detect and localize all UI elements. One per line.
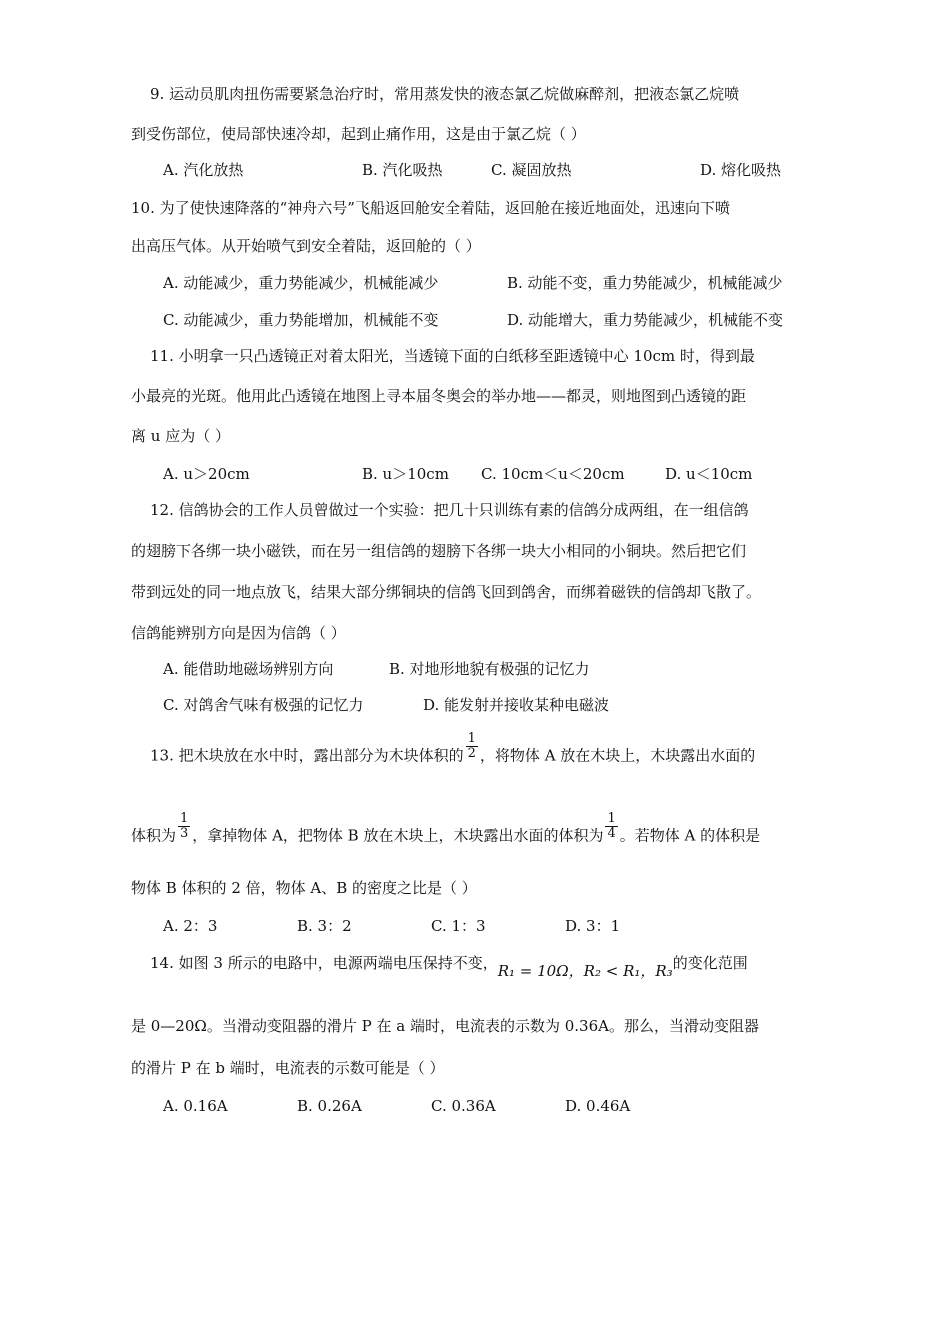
q11-stem-line2: 小最亮的光斑。他用此凸透镜在地图上寻本届冬奥会的举办地——都灵，则地图到凸透镜的距 xyxy=(131,387,747,405)
fraction-denominator: 2 xyxy=(467,746,476,761)
q14-option-c: C. 0.36A xyxy=(431,1097,496,1115)
q11-stem-line1: 11. 小明拿一只凸透镜正对着太阳光，当透镜下面的白纸移至距透镜中心 10cm 时，得到最 xyxy=(150,347,755,365)
q9-stem-line2: 到受伤部位，使局部快速冷却，起到止痛作用，这是由于氯乙烷（ ） xyxy=(131,125,586,143)
q13-stem-line2 xyxy=(131,811,761,851)
fraction-one-third xyxy=(178,812,190,841)
q13-stem-line1-b: ，将物体 A 放在木块上，木块露出水面的 xyxy=(479,746,756,765)
q11-option-c: C. 10cm＜u＜20cm xyxy=(481,465,625,483)
q10-option-a: A. 动能减少，重力势能减少，机械能减少 xyxy=(163,274,439,292)
fraction-denominator: 4 xyxy=(607,826,616,841)
q13-stem-line2-a: 体积为 xyxy=(131,826,177,845)
q10-option-d: D. 动能增大，重力势能减少，机械能不变 xyxy=(507,311,784,329)
q14-option-b: B. 0.26A xyxy=(297,1097,362,1115)
q14-stem-line1 xyxy=(150,953,748,980)
q11-option-b: B. u＞10cm xyxy=(362,465,449,483)
q10-stem-line2: 出高压气体。从开始喷气到安全着陆，返回舱的（ ） xyxy=(131,237,481,255)
q13-stem-line2-b: ，拿掉物体 A，把物体 B 放在木块上，木块露出水面的体积为 xyxy=(192,826,604,845)
q9-stem-line1: 9. 运动员肌肉扭伤需要紧急治疗时，常用蒸发快的液态氯乙烷做麻醉剂，把液态氯乙烷喷 xyxy=(150,85,740,103)
q14-option-a: A. 0.16A xyxy=(163,1097,228,1115)
q12-option-a: A. 能借助地磁场辨别方向 xyxy=(163,660,334,678)
q12-stem-line2: 的翅膀下各绑一块小磁铁，而在另一组信鸽的翅膀下各绑一块大小相同的小铜块。然后把它们 xyxy=(131,542,747,560)
q14-stem-line2: 是 0—20Ω。当滑动变阻器的滑片 P 在 a 端时，电流表的示数为 0.36A。那么，当滑动变阻器 xyxy=(131,1017,759,1035)
q12-option-b: B. 对地形地貌有极强的记忆力 xyxy=(389,660,590,678)
q13-stem-line3: 物体 B 体积的 2 倍，物体 A、B 的密度之比是（ ） xyxy=(131,879,477,897)
q11-option-d: D. u＜10cm xyxy=(665,465,753,483)
q10-option-c: C. 动能减少，重力势能增加，机械能不变 xyxy=(163,311,439,329)
q13-stem-line2-c: 。若物体 A 的体积是 xyxy=(619,826,761,845)
q13-stem-line1-a: 13. 把木块放在水中时，露出部分为木块体积的 xyxy=(150,746,464,765)
q12-stem-line4: 信鸽能辨别方向是因为信鸽（ ） xyxy=(131,624,346,642)
fraction-numerator: 1 xyxy=(607,811,616,826)
q12-option-d: D. 能发射并接收某种电磁波 xyxy=(423,696,610,714)
fraction-numerator: 1 xyxy=(180,811,189,826)
q14-stem-line1-a: 14. 如图 3 所示的电路中，电源两端电压保持不变， xyxy=(150,954,498,972)
q13-stem-line1 xyxy=(150,731,756,771)
q13-option-a: A. 2：3 xyxy=(163,917,218,935)
q12-option-c: C. 对鸽舍气味有极强的记忆力 xyxy=(163,696,364,714)
q14-stem-line3: 的滑片 P 在 b 端时，电流表的示数可能是（ ） xyxy=(131,1059,445,1077)
fraction-one-quarter xyxy=(605,812,617,841)
q14-stem-line1-b: 的变化范围 xyxy=(672,954,748,972)
q11-option-a: A. u＞20cm xyxy=(163,465,250,483)
q10-stem-line1: 10. 为了使快速降落的“神舟六号”飞船返回舱安全着陆，返回舱在接近地面处，迅速向下喷 xyxy=(131,199,730,217)
fraction-denominator: 3 xyxy=(180,826,189,841)
q9-option-a: A. 汽化放热 xyxy=(163,161,244,179)
q13-option-d: D. 3：1 xyxy=(565,917,621,935)
q13-option-c: C. 1：3 xyxy=(431,917,486,935)
q11-stem-line3: 离 u 应为（ ） xyxy=(131,427,230,445)
fraction-one-half xyxy=(466,732,478,761)
q14-option-d: D. 0.46A xyxy=(565,1097,631,1115)
q13-option-b: B. 3：2 xyxy=(297,917,352,935)
q9-option-b: B. 汽化吸热 xyxy=(362,161,443,179)
q10-option-b: B. 动能不变，重力势能减少，机械能减少 xyxy=(507,274,783,292)
q9-option-d: D. 熔化吸热 xyxy=(700,161,782,179)
q9-option-c: C. 凝固放热 xyxy=(491,161,572,179)
q12-stem-line3: 带到远处的同一地点放飞，结果大部分绑铜块的信鸽飞回到鸽舍，而绑着磁铁的信鸽却飞散了。 xyxy=(131,583,762,601)
q14-resistor-formula: R₁ = 10Ω，R₂ < R₁，R₃ xyxy=(497,962,673,980)
q12-stem-line1: 12. 信鸽协会的工作人员曾做过一个实验：把几十只训练有素的信鸽分成两组，在一组信鸽 xyxy=(150,501,749,519)
fraction-numerator: 1 xyxy=(467,731,476,746)
